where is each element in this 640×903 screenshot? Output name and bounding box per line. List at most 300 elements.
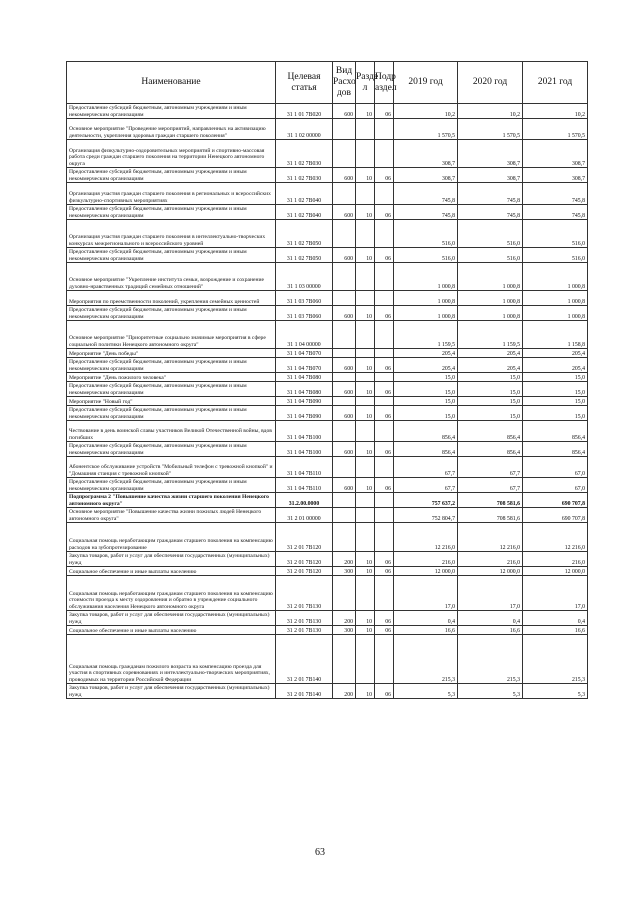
row-2021-value-cell: 67,0 [523, 457, 588, 478]
row-2021-value-cell: 216,0 [523, 552, 588, 567]
row-expense-type-cell: 600 [333, 382, 356, 397]
row-name-cell: Предоставление субсидий бюджетным, автономным учреждениям и иным некоммерческим организациям [67, 358, 276, 373]
table-body [67, 104, 588, 699]
row-2019-value-cell: 757 637,2 [394, 493, 458, 508]
row-expense-type-cell [333, 349, 356, 358]
row-section-cell [356, 263, 375, 291]
row-target-article-cell: 31 1 03 7В060 [276, 306, 333, 321]
row-name-cell: Подпрограмма 2 "Повышение качества жизни старшего поколения Ненецкого автономного округа" [67, 493, 276, 508]
row-subsection-cell [375, 119, 394, 140]
row-subsection-cell: 06 [375, 611, 394, 626]
row-name-cell: Социальная помощь неработающим гражданам старшего поколения на компенсацию расходов на зубопротезирование [67, 523, 276, 552]
row-target-article-cell: 31 1 02 7В030 [276, 140, 333, 168]
row-name-cell: Основное мероприятие "Повышение качества жизни пожилых людей Ненецкого автономного округа" [67, 508, 276, 523]
row-section-cell [356, 373, 375, 382]
table-row [67, 611, 588, 626]
row-2021-value-cell: 67,0 [523, 478, 588, 493]
row-2020-value-cell: 708 581,6 [458, 508, 523, 523]
row-name-cell: Абонентское обслуживание устройств "Мобильный телефон с тревожной кнопкой" и "Домашняя станция с тревожной кнопкой" [67, 457, 276, 478]
row-expense-type-cell [333, 119, 356, 140]
row-2020-value-cell: 708 581,6 [458, 493, 523, 508]
row-2021-value-cell: 15,0 [523, 373, 588, 382]
table-row [67, 421, 588, 442]
table-row [67, 291, 588, 306]
table-row [67, 306, 588, 321]
row-expense-type-cell [333, 263, 356, 291]
row-2021-value-cell: 205,4 [523, 349, 588, 358]
row-2021-value-cell: 1 158,8 [523, 321, 588, 349]
row-target-article-cell: 31 1 04 00000 [276, 321, 333, 349]
row-target-article-cell: 31 1 02 00000 [276, 119, 333, 140]
row-2020-value-cell: 1 570,5 [458, 119, 523, 140]
row-subsection-cell [375, 635, 394, 684]
row-name-cell: Предоставление субсидий бюджетным, автономным учреждениям и иным некоммерческим организациям [67, 104, 276, 119]
row-2021-value-cell: 0,4 [523, 611, 588, 626]
row-target-article-cell: 31 2 01 7В120 [276, 552, 333, 567]
row-target-article-cell: 31.2.00.0000 [276, 493, 333, 508]
row-2019-value-cell: 1 000,8 [394, 291, 458, 306]
row-target-article-cell: 31 1 04 7В070 [276, 358, 333, 373]
row-name-cell: Основное мероприятие "Укрепление института семьи, возрождение и сохранение духовно-нравственных традиций семейных отношений" [67, 263, 276, 291]
row-section-cell [356, 523, 375, 552]
row-expense-type-cell [333, 523, 356, 552]
row-name-cell: Предоставление субсидий бюджетным, автономным учреждениям и иным некоммерческим организациям [67, 205, 276, 220]
row-2019-value-cell: 856,4 [394, 442, 458, 457]
row-2021-value-cell: 205,4 [523, 358, 588, 373]
row-section-cell: 10 [356, 358, 375, 373]
row-2020-value-cell: 215,3 [458, 635, 523, 684]
table-row [67, 382, 588, 397]
row-expense-type-cell: 600 [333, 442, 356, 457]
row-2019-value-cell: 308,7 [394, 140, 458, 168]
table-row [67, 349, 588, 358]
row-2021-value-cell: 16,6 [523, 626, 588, 635]
row-2020-value-cell: 856,4 [458, 421, 523, 442]
header-year-2019: 2019 год [394, 62, 458, 104]
row-section-cell [356, 397, 375, 406]
row-2019-value-cell: 745,8 [394, 183, 458, 205]
row-2019-value-cell: 308,7 [394, 168, 458, 183]
row-subsection-cell: 06 [375, 248, 394, 263]
row-subsection-cell [375, 263, 394, 291]
row-subsection-cell: 06 [375, 358, 394, 373]
row-subsection-cell: 06 [375, 478, 394, 493]
row-subsection-cell [375, 183, 394, 205]
table-row [67, 397, 588, 406]
row-target-article-cell: 31 1 02 7В050 [276, 248, 333, 263]
row-target-article-cell: 31 2 01 7В140 [276, 684, 333, 699]
row-2020-value-cell: 856,4 [458, 442, 523, 457]
row-2021-value-cell: 516,0 [523, 248, 588, 263]
table-row [67, 523, 588, 552]
row-section-cell [356, 493, 375, 508]
row-target-article-cell: 31 1 04 7В110 [276, 478, 333, 493]
row-name-cell: Предоставление субсидий бюджетным, автономным учреждениям и иным некоммерческим организациям [67, 168, 276, 183]
row-name-cell: Социальная помощь неработающим гражданам старшего поколения на компенсацию стоимости проезда к месту оздоровления и обратно в учреждение социального обслуживания населения Ненецкого автономного округа [67, 576, 276, 611]
row-2020-value-cell: 67,7 [458, 478, 523, 493]
row-2020-value-cell: 516,0 [458, 220, 523, 248]
row-2020-value-cell: 17,0 [458, 576, 523, 611]
row-2021-value-cell: 1 000,8 [523, 263, 588, 291]
row-subsection-cell: 06 [375, 382, 394, 397]
table-row [67, 626, 588, 635]
row-2020-value-cell: 0,4 [458, 611, 523, 626]
row-section-cell: 10 [356, 567, 375, 576]
row-name-cell: Мероприятие "День пожилого человека" [67, 373, 276, 382]
row-2019-value-cell: 16,6 [394, 626, 458, 635]
row-name-cell: Закупка товаров, работ и услуг для обеспечения государственных (муниципальных) нужд [67, 684, 276, 699]
row-2019-value-cell: 216,0 [394, 552, 458, 567]
row-expense-type-cell [333, 635, 356, 684]
row-subsection-cell [375, 457, 394, 478]
table-row [67, 552, 588, 567]
row-expense-type-cell [333, 220, 356, 248]
row-2020-value-cell: 308,7 [458, 168, 523, 183]
row-subsection-cell: 06 [375, 552, 394, 567]
table-row [67, 635, 588, 684]
table-row [67, 373, 588, 382]
row-2021-value-cell: 215,3 [523, 635, 588, 684]
row-target-article-cell: 31 2 01 7В130 [276, 611, 333, 626]
row-expense-type-cell: 200 [333, 611, 356, 626]
row-subsection-cell: 06 [375, 104, 394, 119]
row-expense-type-cell [333, 183, 356, 205]
row-section-cell [356, 635, 375, 684]
row-section-cell: 10 [356, 104, 375, 119]
row-2021-value-cell: 5,3 [523, 684, 588, 699]
row-subsection-cell [375, 576, 394, 611]
table-row [67, 104, 588, 119]
row-target-article-cell: 31 1 02 7В050 [276, 220, 333, 248]
header-target-article: Целевая статья [276, 62, 333, 104]
row-target-article-cell: 31 1 04 7В100 [276, 421, 333, 442]
header-section: Разде л [356, 62, 375, 104]
row-expense-type-cell [333, 493, 356, 508]
row-2019-value-cell: 1 159,5 [394, 321, 458, 349]
row-2019-value-cell: 516,0 [394, 248, 458, 263]
row-2021-value-cell: 516,0 [523, 220, 588, 248]
row-2021-value-cell: 12 000,0 [523, 567, 588, 576]
row-target-article-cell: 31 1 04 7В090 [276, 406, 333, 421]
table-row [67, 220, 588, 248]
table-row [67, 457, 588, 478]
table-row [67, 493, 588, 508]
row-2020-value-cell: 15,0 [458, 373, 523, 382]
table-row [67, 119, 588, 140]
row-expense-type-cell: 200 [333, 552, 356, 567]
row-name-cell: Предоставление субсидий бюджетным, автономным учреждениям и иным некоммерческим организациям [67, 306, 276, 321]
row-expense-type-cell: 300 [333, 626, 356, 635]
row-expense-type-cell [333, 576, 356, 611]
row-2020-value-cell: 745,8 [458, 205, 523, 220]
row-2020-value-cell: 1 000,8 [458, 306, 523, 321]
row-2020-value-cell: 15,0 [458, 397, 523, 406]
row-2019-value-cell: 215,3 [394, 635, 458, 684]
row-section-cell [356, 140, 375, 168]
row-target-article-cell: 31 1 04 7В110 [276, 457, 333, 478]
row-name-cell: Предоставление субсидий бюджетным, автономным учреждениям и иным некоммерческим организациям [67, 442, 276, 457]
row-name-cell: Предоставление субсидий бюджетным, автономным учреждениям и иным некоммерческим организациям [67, 478, 276, 493]
row-subsection-cell: 06 [375, 406, 394, 421]
row-target-article-cell: 31 2 01 7В120 [276, 523, 333, 552]
row-name-cell: Организация участия граждан старшего поколения в региональных и всероссийских физкультурно-спортивных мероприятиях [67, 183, 276, 205]
row-2019-value-cell: 205,4 [394, 349, 458, 358]
row-subsection-cell: 06 [375, 306, 394, 321]
table-row [67, 442, 588, 457]
row-expense-type-cell: 600 [333, 478, 356, 493]
row-section-cell [356, 421, 375, 442]
row-subsection-cell [375, 523, 394, 552]
row-2019-value-cell: 745,8 [394, 205, 458, 220]
row-name-cell: Закупка товаров, работ и услуг для обеспечения государственных (муниципальных) нужд [67, 611, 276, 626]
row-section-cell [356, 457, 375, 478]
row-expense-type-cell [333, 421, 356, 442]
row-2019-value-cell: 12 216,0 [394, 523, 458, 552]
row-section-cell: 10 [356, 382, 375, 397]
row-subsection-cell [375, 321, 394, 349]
row-target-article-cell: 31 1 02 7В030 [276, 168, 333, 183]
table-row [67, 567, 588, 576]
row-target-article-cell: 31 2 01 7В120 [276, 567, 333, 576]
row-target-article-cell: 31 1 04 7В080 [276, 373, 333, 382]
row-2020-value-cell: 516,0 [458, 248, 523, 263]
row-2021-value-cell: 856,4 [523, 442, 588, 457]
row-expense-type-cell: 600 [333, 358, 356, 373]
row-2020-value-cell: 12 000,0 [458, 567, 523, 576]
row-expense-type-cell: 600 [333, 168, 356, 183]
row-2021-value-cell: 1 000,8 [523, 291, 588, 306]
row-expense-type-cell: 600 [333, 248, 356, 263]
row-2021-value-cell: 17,0 [523, 576, 588, 611]
row-2021-value-cell: 308,7 [523, 168, 588, 183]
row-2019-value-cell: 10,2 [394, 104, 458, 119]
row-section-cell [356, 349, 375, 358]
row-expense-type-cell: 300 [333, 567, 356, 576]
row-2021-value-cell: 15,0 [523, 406, 588, 421]
table-row [67, 684, 588, 699]
row-subsection-cell [375, 373, 394, 382]
row-expense-type-cell: 600 [333, 306, 356, 321]
table-row [67, 358, 588, 373]
budget-table-container [66, 61, 587, 699]
row-target-article-cell: 31 1 03 00000 [276, 263, 333, 291]
row-2020-value-cell: 216,0 [458, 552, 523, 567]
row-section-cell: 10 [356, 552, 375, 567]
row-2020-value-cell: 67,7 [458, 457, 523, 478]
row-section-cell [356, 183, 375, 205]
row-expense-type-cell: 600 [333, 104, 356, 119]
row-section-cell: 10 [356, 306, 375, 321]
row-2019-value-cell: 12 000,0 [394, 567, 458, 576]
row-2021-value-cell: 690 707,8 [523, 493, 588, 508]
row-section-cell [356, 576, 375, 611]
row-name-cell: Предоставление субсидий бюджетным, автономным учреждениям и иным некоммерческим организациям [67, 406, 276, 421]
row-target-article-cell: 31 2 01 00000 [276, 508, 333, 523]
row-section-cell: 10 [356, 248, 375, 263]
row-section-cell [356, 220, 375, 248]
row-2021-value-cell: 15,0 [523, 382, 588, 397]
row-expense-type-cell: 600 [333, 205, 356, 220]
row-target-article-cell: 31 1 01 7В020 [276, 104, 333, 119]
row-name-cell: Социальная помощь гражданам пожилого возраста на компенсацию проезда для участия в спортивных соревнованиях и интеллектуально-творческих мероприятиях, проводимых на территории Российской Федерации [67, 635, 276, 684]
row-section-cell: 10 [356, 168, 375, 183]
row-2020-value-cell: 308,7 [458, 140, 523, 168]
row-section-cell [356, 321, 375, 349]
table-header-row [67, 62, 588, 104]
row-2020-value-cell: 205,4 [458, 358, 523, 373]
row-section-cell [356, 291, 375, 306]
row-section-cell: 10 [356, 442, 375, 457]
table-row [67, 248, 588, 263]
table-row [67, 321, 588, 349]
table-row [67, 140, 588, 168]
row-2020-value-cell: 5,3 [458, 684, 523, 699]
row-2020-value-cell: 1 000,8 [458, 263, 523, 291]
row-2021-value-cell: 1 000,8 [523, 306, 588, 321]
row-2021-value-cell: 12 216,0 [523, 523, 588, 552]
row-2019-value-cell: 17,0 [394, 576, 458, 611]
row-2020-value-cell: 1 000,8 [458, 291, 523, 306]
row-2021-value-cell: 10,2 [523, 104, 588, 119]
table-row [67, 508, 588, 523]
row-name-cell: Мероприятие "Новый год" [67, 397, 276, 406]
row-target-article-cell: 31 1 04 7В070 [276, 349, 333, 358]
row-2019-value-cell: 15,0 [394, 382, 458, 397]
row-2021-value-cell: 745,8 [523, 183, 588, 205]
row-subsection-cell: 06 [375, 684, 394, 699]
row-subsection-cell: 06 [375, 626, 394, 635]
row-2019-value-cell: 15,0 [394, 406, 458, 421]
row-2020-value-cell: 10,2 [458, 104, 523, 119]
row-name-cell: Организация физкультурно-оздоровительных мероприятий и спортивно-массовая работа среди граждан старшего поколения на территории Ненецкого автономного округа [67, 140, 276, 168]
row-subsection-cell [375, 397, 394, 406]
row-2019-value-cell: 67,7 [394, 457, 458, 478]
row-target-article-cell: 31 2 01 7В140 [276, 635, 333, 684]
row-expense-type-cell [333, 291, 356, 306]
row-name-cell: Основное мероприятие "Приоритетные социально значимые мероприятия в сфере социальной политики Ненецкого автономного округа" [67, 321, 276, 349]
row-subsection-cell [375, 349, 394, 358]
row-2021-value-cell: 745,8 [523, 205, 588, 220]
header-year-2021: 2021 год [523, 62, 588, 104]
row-2019-value-cell: 0,4 [394, 611, 458, 626]
row-2019-value-cell: 5,3 [394, 684, 458, 699]
row-name-cell: Закупка товаров, работ и услуг для обеспечения государственных (муниципальных) нужд [67, 552, 276, 567]
row-section-cell: 10 [356, 478, 375, 493]
row-2019-value-cell: 205,4 [394, 358, 458, 373]
row-2019-value-cell: 15,0 [394, 397, 458, 406]
row-section-cell [356, 508, 375, 523]
table-row [67, 478, 588, 493]
header-name: Наименование [67, 62, 276, 104]
row-subsection-cell [375, 291, 394, 306]
header-year-2020: 2020 год [458, 62, 523, 104]
header-expense-type: Вид Расхо дов [333, 62, 356, 104]
row-name-cell: Предоставление субсидий бюджетным, автономным учреждениям и иным некоммерческим организациям [67, 382, 276, 397]
row-subsection-cell [375, 140, 394, 168]
row-section-cell: 10 [356, 684, 375, 699]
row-2020-value-cell: 15,0 [458, 382, 523, 397]
row-2019-value-cell: 15,0 [394, 373, 458, 382]
table-row [67, 168, 588, 183]
table-row [67, 406, 588, 421]
row-subsection-cell [375, 493, 394, 508]
row-2020-value-cell: 15,0 [458, 406, 523, 421]
row-expense-type-cell [333, 140, 356, 168]
row-2020-value-cell: 745,8 [458, 183, 523, 205]
row-name-cell: Предоставление субсидий бюджетным, автономным учреждениям и иным некоммерческим организациям [67, 248, 276, 263]
row-subsection-cell: 06 [375, 442, 394, 457]
row-section-cell: 10 [356, 406, 375, 421]
row-2019-value-cell: 1 000,8 [394, 306, 458, 321]
header-subsection: Подр аздел [375, 62, 394, 104]
row-name-cell: Мероприятия по преемственности поколений, укрепления семейных ценностей [67, 291, 276, 306]
table-row [67, 183, 588, 205]
row-name-cell: Социальное обеспечение и иные выплаты населению [67, 567, 276, 576]
row-2021-value-cell: 856,4 [523, 421, 588, 442]
row-2021-value-cell: 690 707,8 [523, 508, 588, 523]
row-2019-value-cell: 1 570,5 [394, 119, 458, 140]
row-target-article-cell: 31 1 03 7В060 [276, 291, 333, 306]
table-row [67, 576, 588, 611]
row-2019-value-cell: 752 804,7 [394, 508, 458, 523]
row-2021-value-cell: 1 570,5 [523, 119, 588, 140]
page-number: 63 [315, 847, 325, 858]
row-2020-value-cell: 12 216,0 [458, 523, 523, 552]
row-target-article-cell: 31 1 02 7В040 [276, 183, 333, 205]
row-expense-type-cell: 200 [333, 684, 356, 699]
budget-table [66, 61, 588, 699]
table-row [67, 205, 588, 220]
row-2020-value-cell: 1 159,5 [458, 321, 523, 349]
row-subsection-cell [375, 508, 394, 523]
row-subsection-cell: 06 [375, 205, 394, 220]
row-name-cell: Мероприятие "День победы" [67, 349, 276, 358]
row-subsection-cell: 06 [375, 168, 394, 183]
row-expense-type-cell [333, 397, 356, 406]
row-subsection-cell [375, 421, 394, 442]
row-section-cell: 10 [356, 611, 375, 626]
row-subsection-cell [375, 220, 394, 248]
row-target-article-cell: 31 1 04 7В080 [276, 382, 333, 397]
row-section-cell: 10 [356, 205, 375, 220]
row-name-cell: Социальное обеспечение и иные выплаты населению [67, 626, 276, 635]
row-target-article-cell: 31 1 04 7В090 [276, 397, 333, 406]
row-target-article-cell: 31 2 01 7В130 [276, 626, 333, 635]
row-expense-type-cell [333, 321, 356, 349]
row-section-cell: 10 [356, 626, 375, 635]
row-name-cell: Основное мероприятие "Проведение мероприятий, направленных на активизацию деятельности, укрепления здоровья граждан старшего поколения" [67, 119, 276, 140]
row-2020-value-cell: 16,6 [458, 626, 523, 635]
row-expense-type-cell [333, 457, 356, 478]
row-2019-value-cell: 67,7 [394, 478, 458, 493]
row-2021-value-cell: 308,7 [523, 140, 588, 168]
row-expense-type-cell [333, 373, 356, 382]
row-2019-value-cell: 516,0 [394, 220, 458, 248]
row-subsection-cell: 06 [375, 567, 394, 576]
row-target-article-cell: 31 1 02 7В040 [276, 205, 333, 220]
row-expense-type-cell: 600 [333, 406, 356, 421]
row-2019-value-cell: 1 000,8 [394, 263, 458, 291]
row-expense-type-cell [333, 508, 356, 523]
row-name-cell: Чествование в день воинской славы участников Великой Отечественной войны, вдов погибших [67, 421, 276, 442]
row-target-article-cell: 31 1 04 7В100 [276, 442, 333, 457]
row-2019-value-cell: 856,4 [394, 421, 458, 442]
row-2021-value-cell: 15,0 [523, 397, 588, 406]
row-section-cell [356, 119, 375, 140]
row-name-cell: Организация участия граждан старшего поколения в интеллектуально-творческих конкурсах межрегионального и всероссийского уровней [67, 220, 276, 248]
table-row [67, 263, 588, 291]
row-target-article-cell: 31 2 01 7В130 [276, 576, 333, 611]
